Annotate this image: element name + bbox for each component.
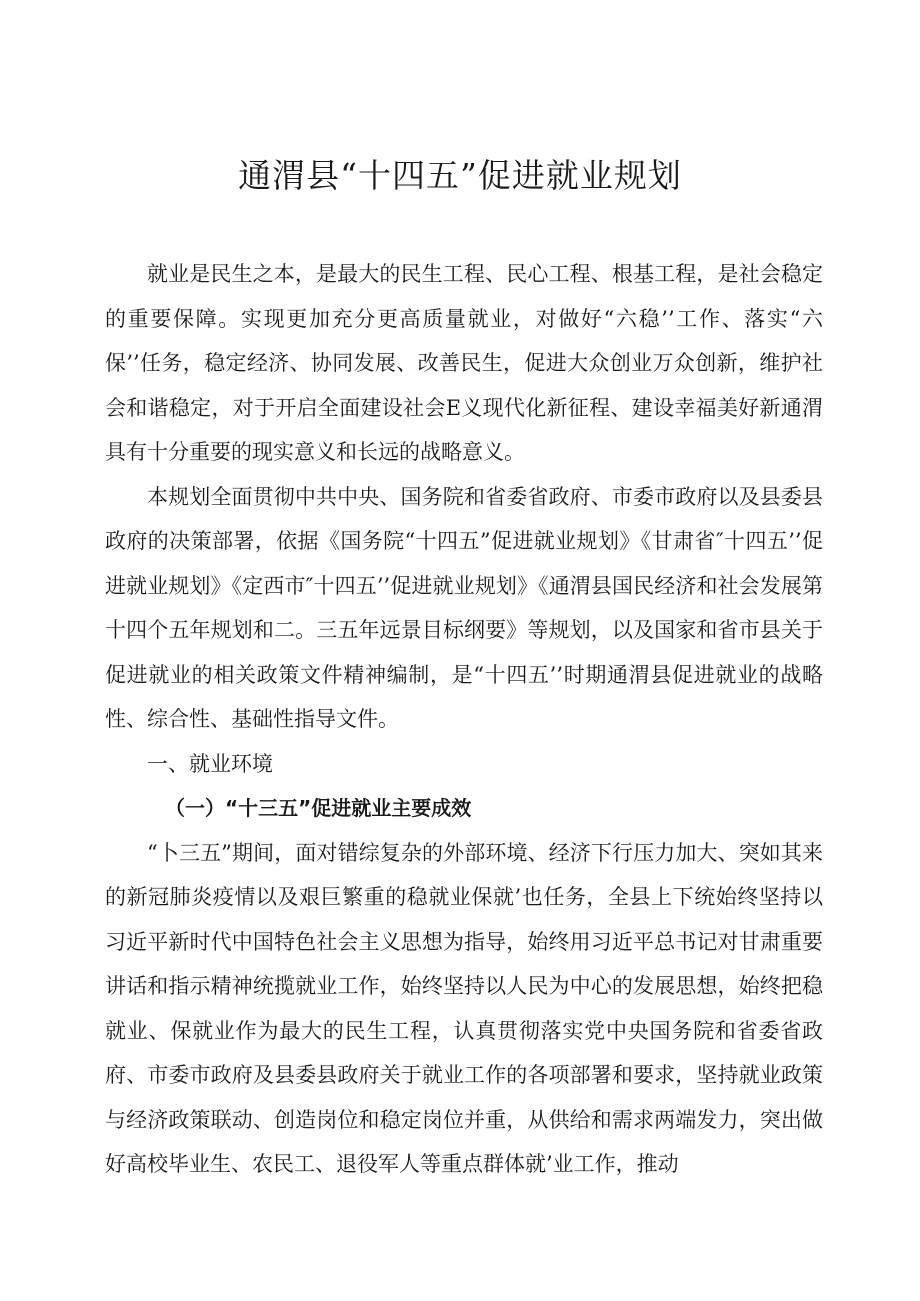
document-body xyxy=(105,252,823,1187)
subsection-heading-achievements: （一）“十三五”促进就业主要成效 xyxy=(165,796,472,820)
paragraph-basis: 本规划全面贯彻中共中央、国务院和省委省政府、市委市政府以及县委县政府的决策部署，依据《国务院“十四五”促进就业规划》《甘肃省″十四五’’促进就业规划》《定西市″十四五’’促进就业规划》《通渭县国民经济和社会发展第十四个五年规划和二。三五年远景目标纲要》等规划，以及国家和省市县关于促进就业的相关政策文件精神编制，是“十四五’’时期通渭县促进就业的战略性、综合性、基础性指导文件。 xyxy=(105,484,823,731)
paragraph-achievements: “卜三五”期间，面对错综复杂的外部环境、经济下行压力加大、突如其来的新冠肺炎疫情以及艰巨繁重的稳就业保就’也任务，全县上下统始终坚持以习近平新时代中国特色社会主义思想为指导，始终用习近平总书记对甘肃重要讲话和指示精神统揽就业工作，始终坚持以人民为中心的发展思想，始终把稳就业、保就业作为最大的民生工程，认真贯彻落实党中央国务院和省委省政府、市委市政府及县委县政府关于就业工作的各项部署和要求，坚持就业政策与经济政策联动、创造岗位和稳定岗位并重，从供给和需求两端发力，突出做好高校毕业生、农民工、退役军人等重点群体就’业工作，推动 xyxy=(105,840,823,1176)
document-title: 通渭县“十四五”促进就业规划 xyxy=(238,156,682,195)
paragraph-intro: 就业是民生之本，是最大的民生工程、民心工程、根基工程，是社会稳定的重要保障。实现更加充分更高质量就业，对做好“六稳’’工作、落实“六保’’任务，稳定经济、协同发展、改善民生，促进大众创业万众创新，维护社会和谐稳定，对于开启全面建设社会E义现代化新征程、建设幸福美好新通渭具有十分重要的现实意义和长远的战略意义。 xyxy=(105,262,823,464)
section-heading-employment-environment: 一、就业环境 xyxy=(147,751,273,776)
